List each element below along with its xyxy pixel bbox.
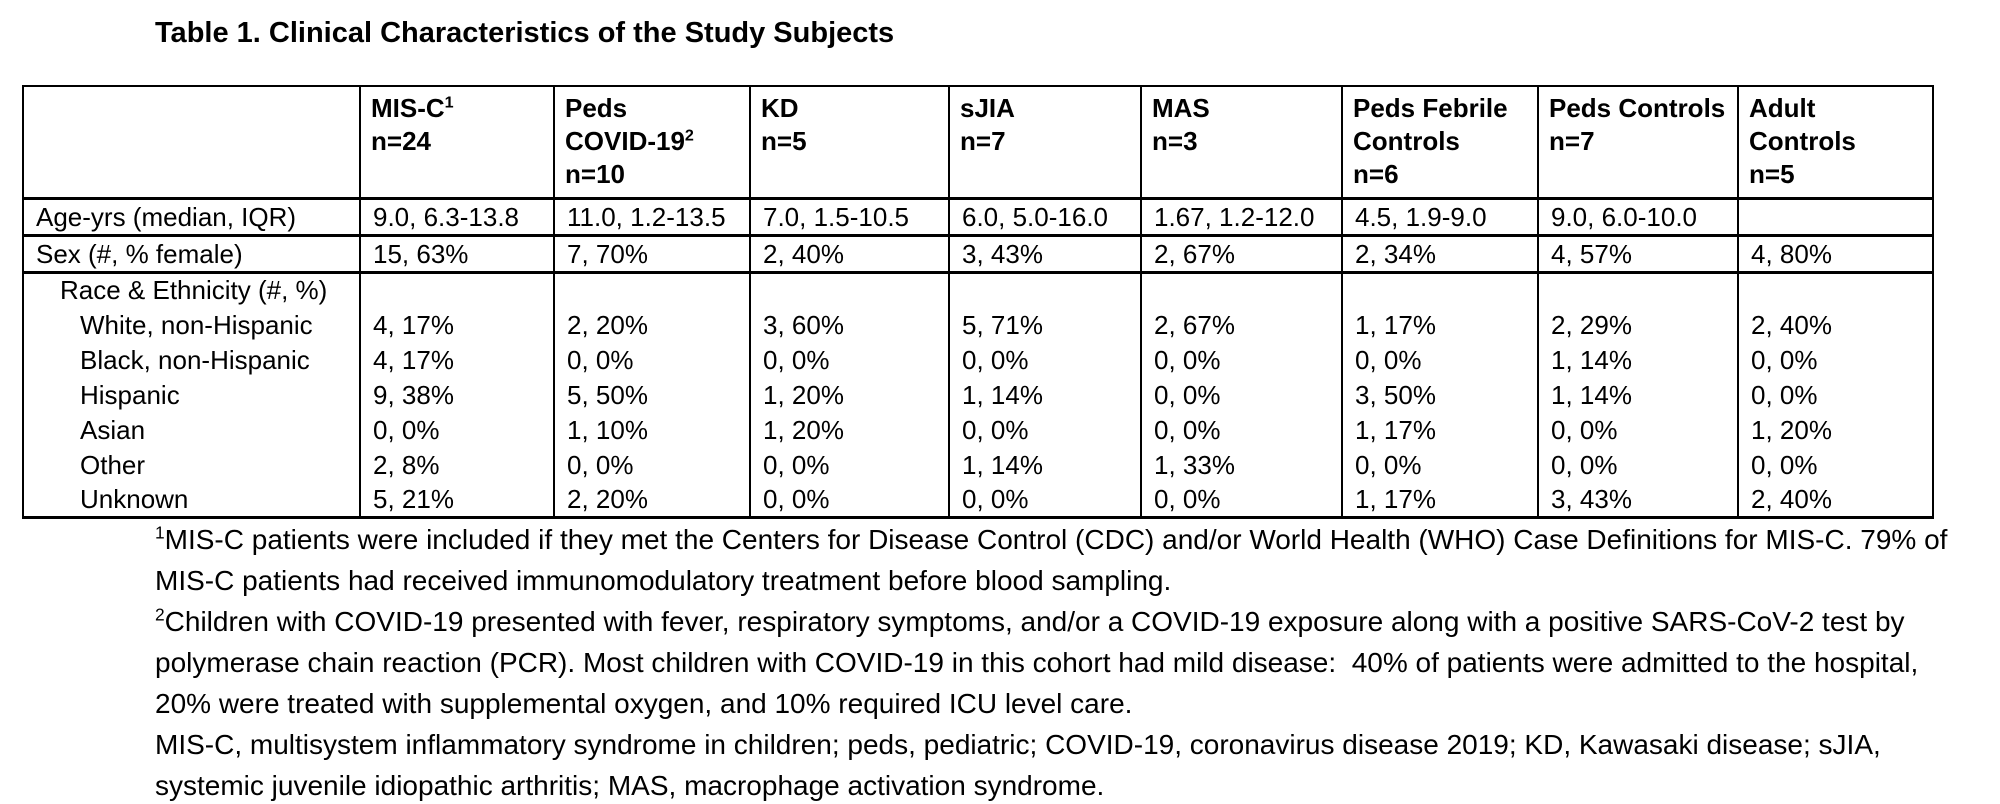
header-line	[1749, 125, 1926, 158]
footnote-superscript: 2	[155, 604, 165, 625]
header-line	[1353, 125, 1531, 158]
value-cell: 0, 0%	[1141, 412, 1342, 447]
value-cell: 4, 80%	[1738, 235, 1933, 272]
header-line	[565, 92, 743, 125]
table-row-sex-female	[23, 235, 1933, 272]
value-cell: 2, 34%	[1342, 235, 1538, 272]
value-cell: 2, 67%	[1141, 307, 1342, 342]
value-cell: 0, 0%	[1141, 342, 1342, 377]
value-cell: 0, 0%	[1141, 482, 1342, 517]
header-line	[1353, 92, 1531, 125]
value-cell	[949, 272, 1141, 307]
value-cell: 4, 17%	[360, 307, 554, 342]
row-label: Unknown	[23, 482, 360, 517]
value-cell: 11.0, 1.2-13.5	[554, 198, 750, 235]
value-cell: 3, 60%	[750, 307, 949, 342]
value-cell	[1738, 198, 1933, 235]
value-cell: 0, 0%	[949, 482, 1141, 517]
header-text: Controls	[1749, 126, 1856, 156]
value-cell: 0, 0%	[554, 447, 750, 482]
value-cell: 0, 0%	[750, 447, 949, 482]
value-cell: 1.67, 1.2-12.0	[1141, 198, 1342, 235]
table-row-black-non-hispanic	[23, 342, 1933, 377]
value-cell: 1, 14%	[949, 377, 1141, 412]
header-text: Peds Febrile	[1353, 93, 1508, 123]
value-cell: 0, 0%	[750, 482, 949, 517]
value-cell: 0, 0%	[1738, 447, 1933, 482]
value-cell: 6.0, 5.0-16.0	[949, 198, 1141, 235]
header-superscript: 1	[444, 93, 454, 112]
table-row-asian	[23, 412, 1933, 447]
value-cell: 2, 40%	[1738, 482, 1933, 517]
header-line	[960, 92, 1134, 125]
row-label: Hispanic	[23, 377, 360, 412]
value-cell: 1, 17%	[1342, 307, 1538, 342]
row-label: Black, non-Hispanic	[23, 342, 360, 377]
column-header-empty	[23, 86, 360, 198]
footnote	[155, 724, 1950, 804]
value-cell: 1, 20%	[1738, 412, 1933, 447]
value-cell: 1, 20%	[750, 377, 949, 412]
header-row	[23, 86, 1933, 198]
value-cell: 9.0, 6.0-10.0	[1538, 198, 1738, 235]
footnote-text: Children with COVID-19 presented with fever, respiratory symptoms, and/or a COVID-19 exposure along with a positive SARS-CoV-2 test by polymerase chain reaction (PCR). Most children with COVID-19 in this cohort had mild disease: 40% of patients were admitted to the hospital, 20% were treated with supplemental oxygen, and 10% required ICU level care.	[155, 606, 1919, 719]
row-label: White, non-Hispanic	[23, 307, 360, 342]
header-superscript: 2	[684, 126, 694, 145]
column-header-peds-covid-19	[554, 86, 750, 198]
row-label: Age-yrs (median, IQR)	[23, 198, 360, 235]
column-header-peds-febrile-controls	[1342, 86, 1538, 198]
header-n-count: n=5	[1749, 159, 1795, 189]
value-cell: 0, 0%	[1342, 447, 1538, 482]
value-cell: 9, 38%	[360, 377, 554, 412]
footnote	[155, 601, 1950, 724]
column-header-adult-controls	[1738, 86, 1933, 198]
value-cell: 2, 67%	[1141, 235, 1342, 272]
table-row-white-non-hispanic	[23, 307, 1933, 342]
value-cell: 4, 57%	[1538, 235, 1738, 272]
value-cell: 0, 0%	[1738, 377, 1933, 412]
value-cell: 7, 70%	[554, 235, 750, 272]
value-cell: 4, 17%	[360, 342, 554, 377]
table-row-age-yrs-median-iqr	[23, 198, 1933, 235]
value-cell	[360, 272, 554, 307]
value-cell: 3, 43%	[1538, 482, 1738, 517]
value-cell: 0, 0%	[1538, 412, 1738, 447]
value-cell: 1, 14%	[1538, 342, 1738, 377]
value-cell: 3, 43%	[949, 235, 1141, 272]
header-n-count: n=7	[960, 126, 1006, 156]
header-line	[565, 125, 743, 158]
value-cell: 2, 8%	[360, 447, 554, 482]
value-cell: 0, 0%	[554, 342, 750, 377]
table-row-hispanic	[23, 377, 1933, 412]
header-line	[1152, 92, 1335, 125]
footnote-text: MIS-C patients were included if they met the Centers for Disease Control (CDC) and/or World Health (WHO) Case Definitions for MIS-C. 79% of MIS-C patients had received immunomodulatory treatment before blood sampling.	[155, 524, 1948, 596]
header-text: Peds	[565, 93, 628, 123]
value-cell: 1, 33%	[1141, 447, 1342, 482]
header-line	[371, 92, 547, 125]
table-header	[23, 86, 1933, 198]
column-header-kd	[750, 86, 949, 198]
row-label: Sex (#, % female)	[23, 235, 360, 272]
value-cell	[554, 272, 750, 307]
table-body	[23, 198, 1933, 517]
value-cell: 2, 40%	[750, 235, 949, 272]
column-header-sjia	[949, 86, 1141, 198]
value-cell: 1, 17%	[1342, 482, 1538, 517]
value-cell: 2, 40%	[1738, 307, 1933, 342]
header-n-count: n=5	[761, 126, 807, 156]
value-cell: 0, 0%	[949, 342, 1141, 377]
table-row-other	[23, 447, 1933, 482]
header-line	[1749, 92, 1926, 125]
value-cell: 0, 0%	[949, 412, 1141, 447]
value-cell: 5, 50%	[554, 377, 750, 412]
value-cell: 0, 0%	[1738, 342, 1933, 377]
footnote	[155, 519, 1950, 601]
value-cell: 1, 20%	[750, 412, 949, 447]
header-text: KD	[761, 93, 799, 123]
header-n-count: n=6	[1353, 159, 1399, 189]
row-label: Other	[23, 447, 360, 482]
header-text: Peds Controls	[1549, 93, 1726, 123]
column-header-mis-c	[360, 86, 554, 198]
header-n-count: n=24	[371, 126, 431, 156]
value-cell: 2, 29%	[1538, 307, 1738, 342]
value-cell: 1, 17%	[1342, 412, 1538, 447]
header-text: MIS-C	[371, 93, 445, 123]
header-n-count: n=7	[1549, 126, 1595, 156]
header-text: Controls	[1353, 126, 1460, 156]
value-cell: 7.0, 1.5-10.5	[750, 198, 949, 235]
value-cell: 5, 21%	[360, 482, 554, 517]
value-cell: 1, 10%	[554, 412, 750, 447]
value-cell: 5, 71%	[949, 307, 1141, 342]
value-cell	[1141, 272, 1342, 307]
value-cell: 4.5, 1.9-9.0	[1342, 198, 1538, 235]
value-cell: 0, 0%	[1141, 377, 1342, 412]
value-cell: 9.0, 6.3-13.8	[360, 198, 554, 235]
header-n-count: n=10	[565, 159, 625, 189]
column-header-mas	[1141, 86, 1342, 198]
header-line	[761, 92, 942, 125]
header-text: COVID-19	[565, 126, 685, 156]
footnote-superscript: 1	[155, 522, 165, 543]
row-label: Asian	[23, 412, 360, 447]
value-cell: 1, 14%	[1538, 377, 1738, 412]
value-cell	[1538, 272, 1738, 307]
header-text: Adult	[1749, 93, 1816, 123]
header-text: MAS	[1152, 93, 1210, 123]
table-row-race-ethnicity	[23, 272, 1933, 307]
table-title: Table 1. Clinical Characteristics of the Study Subjects	[155, 17, 895, 49]
table-row-unknown	[23, 482, 1933, 517]
header-line	[1549, 92, 1731, 125]
clinical-characteristics-table	[22, 85, 1934, 519]
footnote-text: MIS-C, multisystem inflammatory syndrome in children; peds, pediatric; COVID-19, coronavirus disease 2019; KD, Kawasaki disease; sJIA, systemic juvenile idiopathic arthritis; MAS, macrophage activation syndrome.	[155, 729, 1881, 801]
value-cell: 2, 20%	[554, 482, 750, 517]
header-text: sJIA	[960, 93, 1015, 123]
value-cell: 0, 0%	[750, 342, 949, 377]
value-cell: 0, 0%	[1342, 342, 1538, 377]
value-cell: 1, 14%	[949, 447, 1141, 482]
value-cell	[750, 272, 949, 307]
value-cell: 3, 50%	[1342, 377, 1538, 412]
value-cell: 2, 20%	[554, 307, 750, 342]
value-cell: 0, 0%	[1538, 447, 1738, 482]
value-cell: 0, 0%	[360, 412, 554, 447]
row-label: Race & Ethnicity (#, %)	[23, 272, 360, 307]
header-n-count: n=3	[1152, 126, 1198, 156]
footnotes	[155, 519, 1950, 804]
value-cell	[1738, 272, 1933, 307]
value-cell	[1342, 272, 1538, 307]
value-cell: 15, 63%	[360, 235, 554, 272]
column-header-peds-controls	[1538, 86, 1738, 198]
